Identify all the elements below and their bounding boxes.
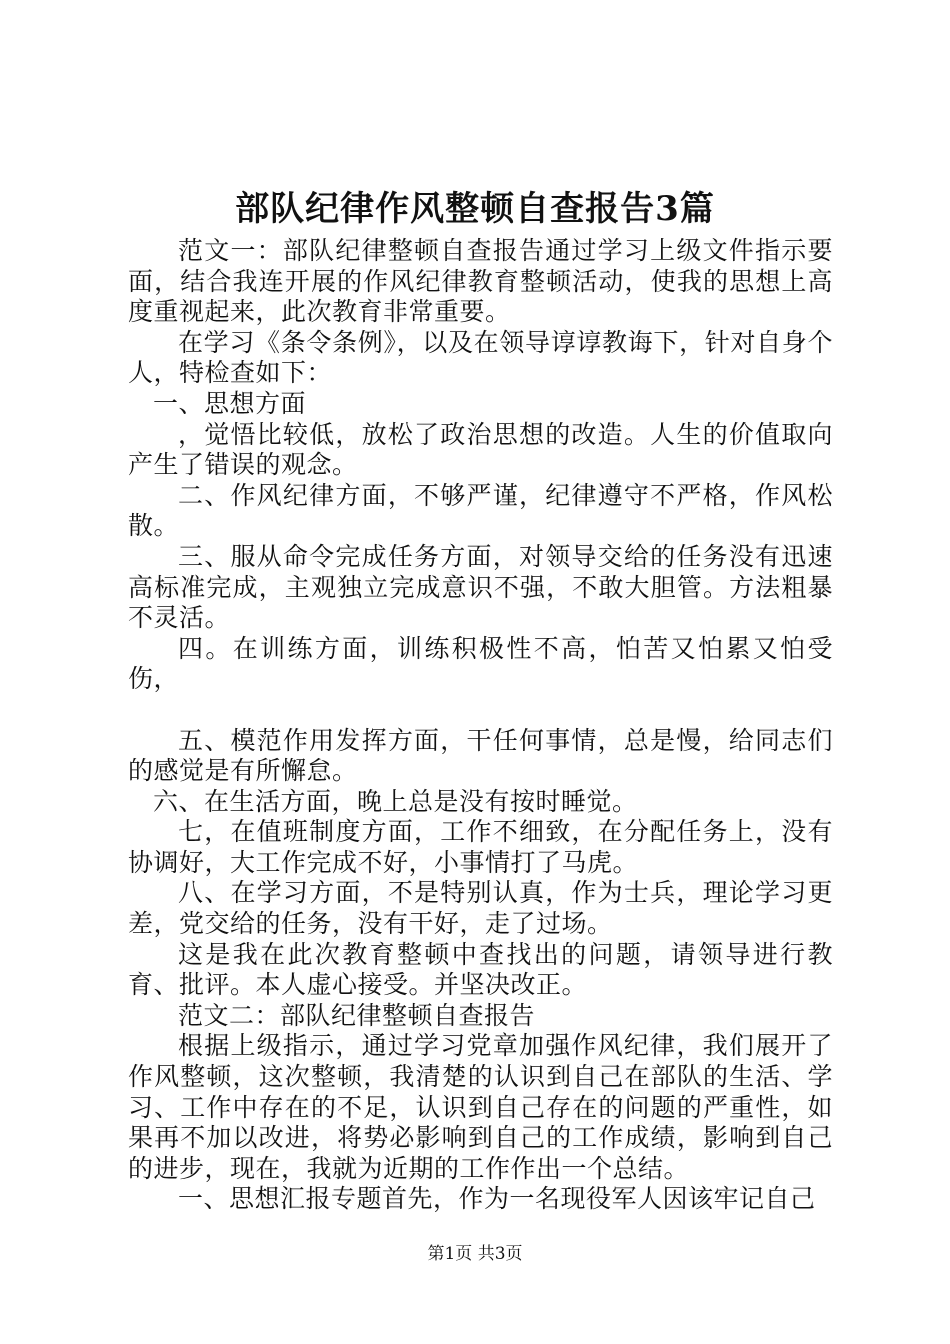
page-footer: 第1页 共3页 [427, 1244, 523, 1264]
section-heading: 范文二：部队纪律整顿自查报告 [178, 1000, 536, 1030]
paragraph: 八、在学习方面，不是特别认真，作为士兵，理论学习更差，党交给的任务，没有干好，走了过场。 [128, 878, 833, 939]
paragraph: 三、服从命令完成任务方面，对领导交给的任务没有迅速高标准完成，主观独立完成意识不强，不敢大胆管。方法粗暴不灵活。 [128, 541, 833, 633]
paragraph: 七，在值班制度方面，工作不细致，在分配任务上，没有协调好，大工作完成不好，小事情打了马虎。 [128, 817, 833, 877]
paragraph: 五、模范作用发挥方面，干任何事情，总是慢，给同志们的感觉是有所懈怠。 [128, 725, 833, 786]
section-heading: 一、思想方面 [153, 388, 307, 418]
paragraph: ，觉悟比较低，放松了政治思想的改造。人生的价值取向产生了错误的观念。 [128, 419, 833, 480]
paragraph: 这是我在此次教育整顿中查找出的问题，请领导进行教育、批评。本人虚心接受。并坚决改正。 [128, 939, 833, 1000]
paragraph: 根据上级指示，通过学习党章加强作风纪律，我们展开了作风整顿，这次整顿，我清楚的认识到自己在部队的生活、学习、工作中存在的不足，认识到自己存在的问题的严重性，如果再不加以改进，将势必影响到自己的工作成绩，影响到自己的进步，现在，我就为近期的工作作出一个总结。 [128, 1031, 833, 1183]
paragraph: 六、在生活方面，晚上总是没有按时睡觉。 [153, 786, 638, 816]
paragraph: 一、思想汇报专题首先，作为一名现役军人因该牢记自己 [178, 1184, 816, 1214]
paragraph: 范文一：部队纪律整顿自查报告通过学习上级文件指示要面，结合我连开展的作风纪律教育整顿活动，使我的思想上高度重视起来，此次教育非常重要。 [128, 236, 833, 327]
paragraph: 在学习《条令条例》，以及在领导谆谆教诲下，针对自身个人，特检查如下： [128, 327, 833, 388]
document-body [128, 236, 833, 1215]
paragraph: 四。在训练方面，训练积极性不高，怕苦又怕累又怕受伤， [128, 633, 833, 694]
paragraph: 二、作风纪律方面，不够严谨，纪律遵守不严格，作风松散。 [128, 480, 833, 541]
document-title: 部队纪律作风整顿自查报告3篇 [235, 189, 715, 229]
